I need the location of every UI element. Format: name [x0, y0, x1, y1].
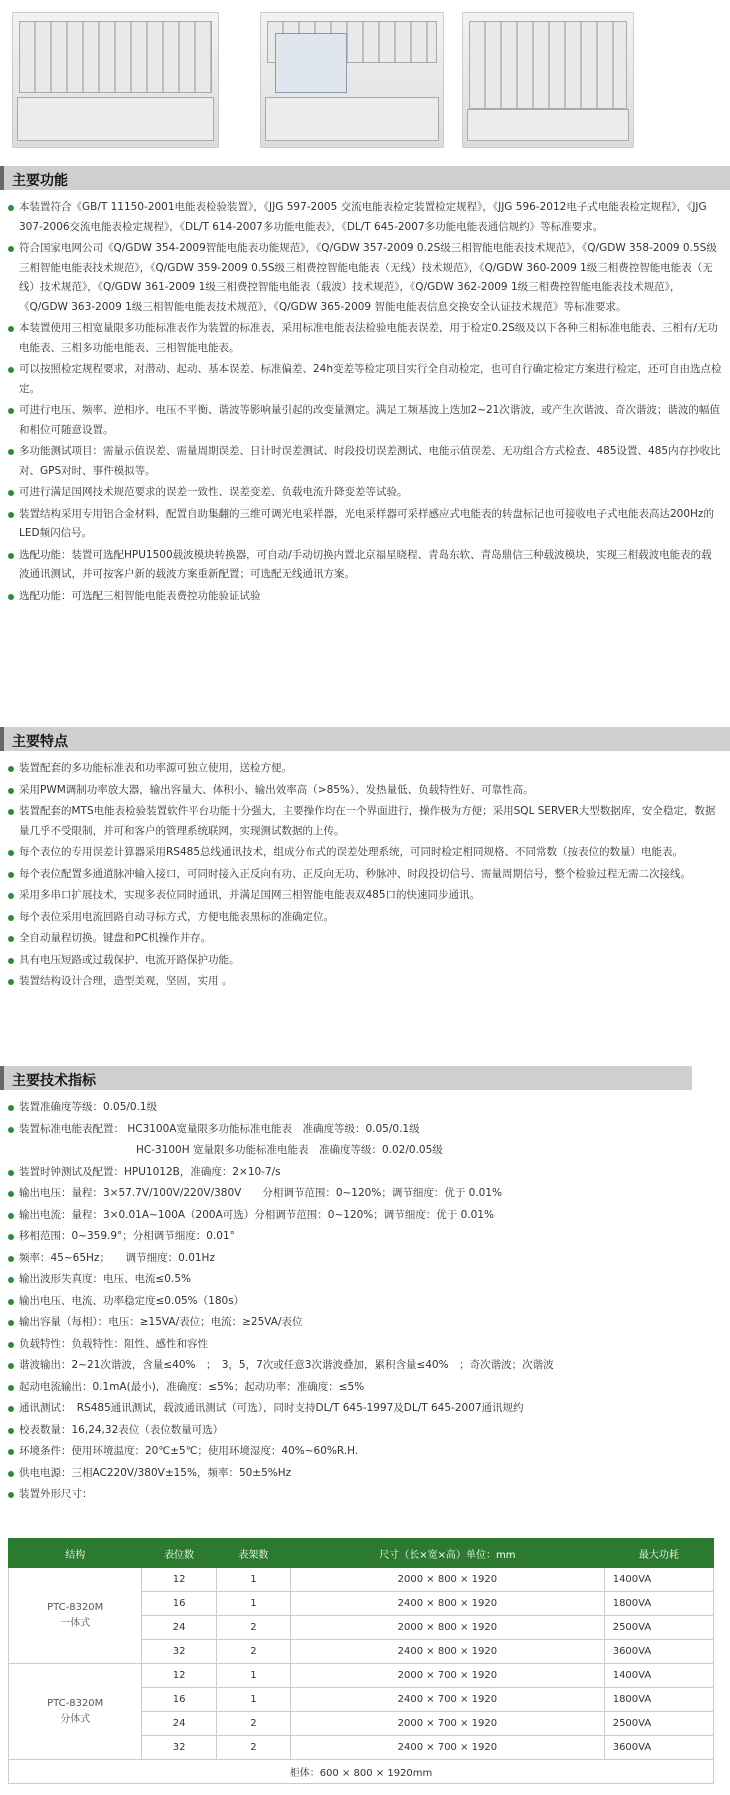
- section-header: [0, 1066, 692, 1090]
- table-cell: 2000 × 800 × 1920: [291, 1568, 605, 1592]
- table-cell: 1: [216, 1568, 290, 1592]
- list-item: 装置准确度等级：0.05/0.1级: [8, 1098, 722, 1118]
- table-cell: 2: [216, 1616, 290, 1640]
- table-cell: 2: [216, 1640, 290, 1664]
- list-item: 移相范围：0~359.9°；分相调节细度：0.01°: [8, 1227, 722, 1247]
- table-cell: 2000 × 800 × 1920: [291, 1616, 605, 1640]
- list-item: 采用多串口扩展技术，实现多表位同时通讯，并满足国网三相智能电能表双485口的快速同步通讯。: [8, 886, 722, 906]
- section-header: [0, 166, 730, 190]
- product-photo-2: [260, 12, 444, 148]
- table-row: [9, 1664, 714, 1688]
- dimensions-table: [8, 1538, 714, 1784]
- table-cell: 1800VA: [604, 1592, 713, 1616]
- list-item: 通讯测试： RS485通讯测试，载波通讯测试（可选），同时支持DL/T 645-1997及DL/T 645-2007通讯规约: [8, 1399, 722, 1419]
- model-cell: PTC-8320M 一体式: [9, 1568, 142, 1664]
- table-header-row: [9, 1539, 714, 1568]
- list-item: 可进行满足国网技术规范要求的误差一致性、误差变差、负载电流升降变差等试验。: [8, 483, 722, 503]
- column-header: 最大功耗: [604, 1539, 713, 1568]
- section-title: 主要特点: [12, 734, 68, 750]
- table-cell: 2400 × 700 × 1920: [291, 1736, 605, 1760]
- list-item: 输出电压：量程：3×57.7V/100V/220V/380V 分相调节范围：0~120%；调节细度：优于 0.01%: [8, 1184, 722, 1204]
- table-cell: 16: [142, 1592, 216, 1616]
- table-cell: 2400 × 800 × 1920: [291, 1592, 605, 1616]
- section-title: 主要技术指标: [12, 1073, 96, 1089]
- functions-list: [0, 198, 730, 606]
- table-cell: 3600VA: [604, 1736, 713, 1760]
- list-item: 频率：45~65Hz； 调节细度：0.01Hz: [8, 1249, 722, 1269]
- table-cell: 32: [142, 1640, 216, 1664]
- list-item: 输出波形失真度：电压、电流≤0.5%: [8, 1270, 722, 1290]
- column-header: 结构: [9, 1539, 142, 1568]
- column-header: 表架数: [216, 1539, 290, 1568]
- list-item: 采用PWM调制功率放大器，输出容量大、体积小、输出效率高（>85%）、发热量低、负载特性好、可靠性高。: [8, 781, 722, 801]
- table-cell: 1400VA: [604, 1664, 713, 1688]
- table-cell: 2500VA: [604, 1616, 713, 1640]
- list-item: 本装置使用三相宽量限多功能标准表作为装置的标准表，采用标准电能表法检验电能表误差，用于检定0.2S级及以下各种三相标准电能表、三相有/无功电能表、三相多功能电能表、三相智能电能表。: [8, 319, 722, 358]
- list-item: 可以按照检定规程要求，对潜动、起动、基本误差、标准偏差、24h变差等检定项目实行全自动检定，也可自行确定检定方案进行检定，还可自由选点检定。: [8, 360, 722, 399]
- table-cell: 1800VA: [604, 1688, 713, 1712]
- list-item: 符合国家电网公司《Q/GDW 354-2009智能电能表功能规范》，《Q/GDW 357-2009 0.2S级三相智能电能表技术规范》，《Q/GDW 358-2009 0.5S级三相智能电能表技术规范》，《Q/GDW 359-2009 0.5S级三相费控智能电能表（无线）技术规范》，《Q/GDW 360-2009 1级三相费控智能电能表（无线）技术规范》，《Q/GDW 361-2009 1级三相费控智能电能表（载波）技术规范》，《Q/GDW 362-2009 1级三相费控智能电能表技术规范》，《Q/GDW 363-2009 1级三相智能电能表技术规范》，《Q/GDW 365-2009 智能电能表信息交换安全认证技术规范》等标准要求。: [8, 239, 722, 317]
- list-item: 装置结构采用专用铝合金材料，配置自助集翻的三维可调光电采样器，光电采样器可采样感应式电能表的转盘标记也可接收电子式电能表高达200Hz的LED频闪信号。: [8, 505, 722, 544]
- features-list: [0, 759, 730, 992]
- list-item: 输出电流：量程：3×0.01A~100A（200A可选）分相调节范围：0~120%；调节细度：优于 0.01%: [8, 1206, 722, 1226]
- table-cell: 2400 × 800 × 1920: [291, 1640, 605, 1664]
- list-item: 校表数量：16,24,32表位（表位数量可选）: [8, 1421, 722, 1441]
- list-item: HC-3100H 宽量限多功能标准电能表 准确度等级：0.02/0.05级: [136, 1144, 443, 1156]
- list-item: 每个表位配置多通道脉冲输入接口，可同时接入正反向有功、正反向无功、秒脉冲、时段投切信号、需量周期信号，整个检验过程无需二次接线。: [8, 865, 722, 885]
- table-cell: 2400 × 700 × 1920: [291, 1688, 605, 1712]
- table-cell: 2: [216, 1712, 290, 1736]
- list-item: 装置配套的多功能标准表和功率源可独立使用，送检方便。: [8, 759, 722, 779]
- table-cell: 1400VA: [604, 1568, 713, 1592]
- list-item: 输出电压、电流、功率稳定度≤0.05%（180s）: [8, 1292, 722, 1312]
- list-item: 环境条件：使用环境温度：20℃±5℃；使用环境湿度：40%~60%R.H.: [8, 1442, 722, 1462]
- list-item: 具有电压短路或过载保护、电流开路保护功能。: [8, 951, 722, 971]
- table-cell: 24: [142, 1616, 216, 1640]
- model-cell: PTC-8320M 分体式: [9, 1664, 142, 1760]
- column-header: 表位数: [142, 1539, 216, 1568]
- list-item: 装置时钟测试及配置：HPU1012B，准确度：2×10-7/s: [8, 1163, 722, 1183]
- list-item: 选配功能：可选配三相智能电能表费控功能验证试验: [8, 587, 722, 607]
- list-item: 起动电流输出：0.1mA(最小)，准确度：≤5%；起动功率：准确度：≤5%: [8, 1378, 722, 1398]
- list-item: 多功能测试项目：需量示值误差、需量周期误差、日计时误差测试、时段投切误差测试、电能示值误差、无功组合方式检查、485设置、485内存抄收比对、GPS对时、事件模拟等。: [8, 442, 722, 481]
- table-cell: 2000 × 700 × 1920: [291, 1712, 605, 1736]
- table-cell: 32: [142, 1736, 216, 1760]
- list-item: 谐波输出：2~21次谐波，含量≤40% ； 3，5，7次或任意3次谐波叠加，累积含量≤40% ；奇次谐波；次谐波: [8, 1356, 722, 1376]
- list-item: 每个表位采用电流回路自动寻标方式，方便电能表黑标的准确定位。: [8, 908, 722, 928]
- list-item: 供电电源：三相AC220V/380V±15%，频率：50±5%Hz: [8, 1464, 722, 1484]
- table-cell: 12: [142, 1568, 216, 1592]
- cabinet-size-note: 柜体：600 × 800 × 1920mm: [9, 1760, 714, 1784]
- functions-section: [0, 166, 730, 608]
- table-cell: 24: [142, 1712, 216, 1736]
- table-cell: 16: [142, 1688, 216, 1712]
- table-cell: 12: [142, 1664, 216, 1688]
- section-title: 主要功能: [12, 173, 68, 189]
- table-footer-row: [9, 1760, 714, 1784]
- table-cell: 2: [216, 1736, 290, 1760]
- specs-list: [0, 1098, 730, 1505]
- table-cell: 1: [216, 1688, 290, 1712]
- table-row: [9, 1568, 714, 1592]
- list-item: 本装置符合《GB/T 11150-2001电能表检验装置》，《JJG 597-2005 交流电能表检定装置检定规程》，《JJG 596-2012电子式电能表检定规程》，《JJG 307-2006交流电能表检定规程》，《DL/T 614-2007多功能电能表》，《DL/T 645-2007多功能电能表通信规约》等标准要求。: [8, 198, 722, 237]
- table-cell: 1: [216, 1592, 290, 1616]
- list-item: 装置标准电能表配置： HC3100A宽量限多功能标准电能表 准确度等级：0.05/0.1级: [8, 1120, 722, 1140]
- list-item: 可进行电压、频率、逆相序、电压不平衡、谐波等影响量引起的改变量测定。满足工频基波上迭加2~21次谐波，或产生次谐波、奇次谐波；谐波的幅值和相位可随意设置。: [8, 401, 722, 440]
- table-cell: 3600VA: [604, 1640, 713, 1664]
- list-item: 负载特性：负载特性：阻性、感性和容性: [8, 1335, 722, 1355]
- list-item: 输出容量（每相）：电压：≥15VA/表位；电流：≥25VA/表位: [8, 1313, 722, 1333]
- list-item: 选配功能：装置可选配HPU1500载波模块转换器，可自动/手动切换内置北京福星晓程、青岛东软、青岛鼎信三种载波模块，实现三相载波电能表的载波通讯测试，并可按客户新的载波方案重新配置；可选配无线通讯方案。: [8, 546, 722, 585]
- list-item: 装置外形尺寸：: [8, 1485, 722, 1505]
- section-header: [0, 727, 730, 751]
- table-cell: 1: [216, 1664, 290, 1688]
- features-section: [0, 727, 730, 994]
- table-cell: 2500VA: [604, 1712, 713, 1736]
- product-photo-3: [462, 12, 634, 148]
- product-photos: [12, 12, 718, 150]
- list-item: 每个表位的专用误差计算器采用RS485总线通讯技术，组成分布式的误差处理系统，可同时检定相同规格、不同常数（按表位的数量）电能表。: [8, 843, 722, 863]
- table-cell: 2000 × 700 × 1920: [291, 1664, 605, 1688]
- list-item: 全自动量程切换。键盘和PC机操作并存。: [8, 929, 722, 949]
- product-photo-1: [12, 12, 219, 148]
- list-item: 装置结构设计合理，造型美观，坚固，实用 。: [8, 972, 722, 992]
- specs-section: [0, 1066, 730, 1507]
- list-item: 装置配套的MTS电能表检验装置软件平台功能十分强大，主要操作均在一个界面进行，操作极为方便；采用SQL SERVER大型数据库，安全稳定，数据量几乎不受限制，并可和客户的管理系统联网，实现测试数据的上传。: [8, 802, 722, 841]
- column-header: 尺寸（长×宽×高）单位：mm: [291, 1539, 605, 1568]
